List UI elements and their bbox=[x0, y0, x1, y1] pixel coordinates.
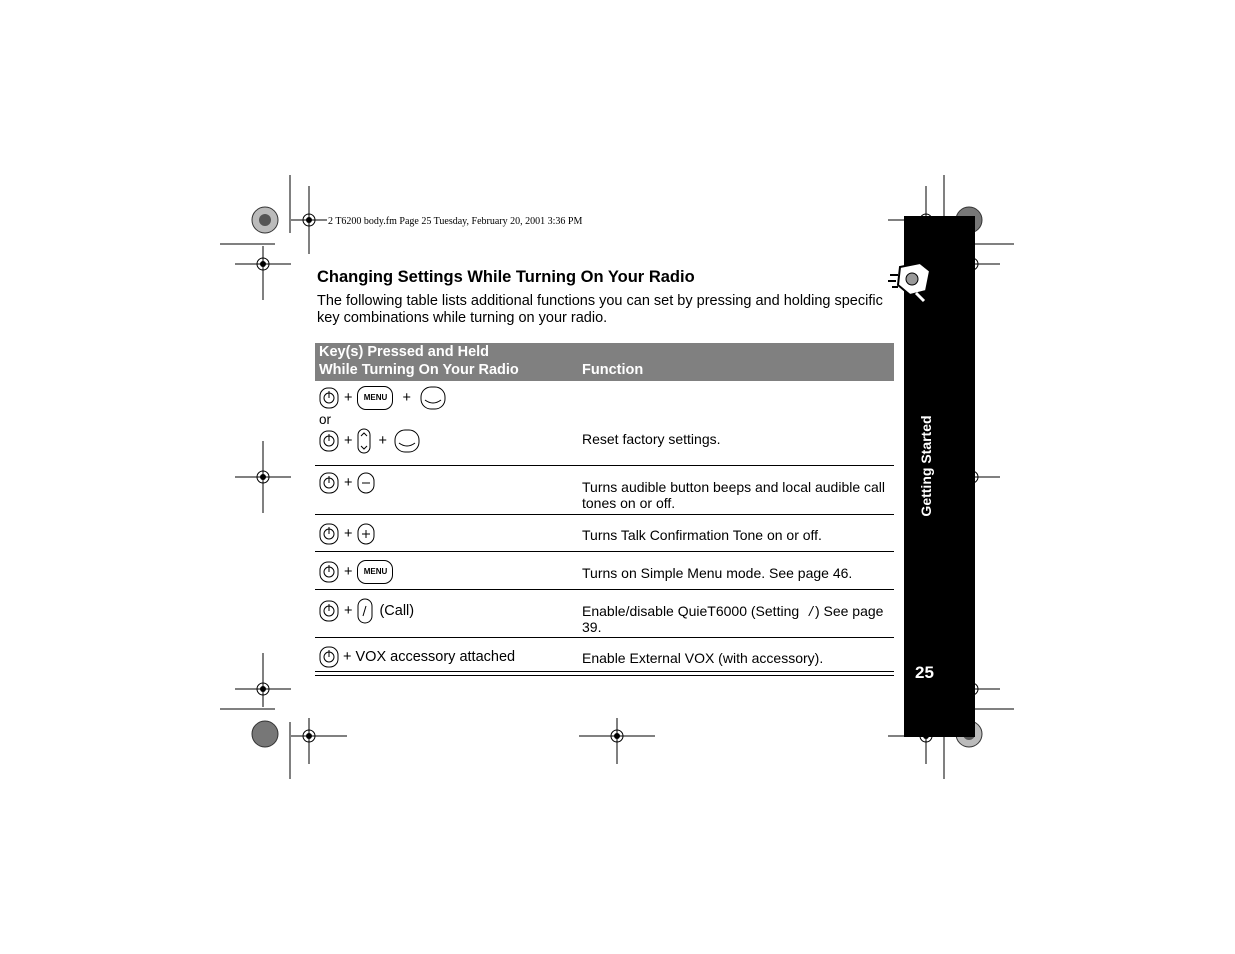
page-number: 25 bbox=[915, 663, 934, 682]
ptt-key-icon bbox=[394, 429, 420, 453]
call-key-icon bbox=[357, 598, 373, 624]
ptt-key-icon bbox=[420, 386, 446, 410]
function-text-part2: ) See page 39. bbox=[582, 603, 884, 635]
function-text: Turns audible button beeps and local audible call tones on or off. bbox=[582, 479, 886, 511]
menu-key-icon: MENU bbox=[357, 386, 393, 410]
key-combo bbox=[319, 386, 446, 410]
side-tab-label: Getting Started bbox=[918, 415, 934, 517]
print-info: 2 T6200 body.fm Page 25 Tuesday, February 20, 2001 3:36 PM bbox=[328, 216, 583, 227]
section-title: Changing Settings While Turning On Your Radio bbox=[317, 268, 695, 286]
plus-key-icon bbox=[357, 523, 375, 545]
power-key-icon bbox=[319, 646, 339, 668]
scroll-key-icon bbox=[357, 428, 371, 454]
table-row bbox=[315, 590, 894, 638]
setting-glyph: / bbox=[809, 603, 813, 619]
power-key-icon bbox=[319, 523, 339, 545]
call-label: (Call) bbox=[379, 603, 415, 619]
header-function: Function bbox=[582, 362, 644, 378]
table-row bbox=[315, 552, 894, 590]
key-combo bbox=[319, 560, 393, 584]
header-keys bbox=[319, 343, 519, 379]
table-row bbox=[315, 466, 894, 515]
plus-sign: + bbox=[344, 564, 353, 580]
minus-key-icon bbox=[357, 472, 375, 494]
plus-sign: + bbox=[344, 390, 353, 406]
function-text: Turns on Simple Menu mode. See page 46. bbox=[582, 565, 853, 581]
plus-sign: + bbox=[344, 475, 353, 491]
function-text: Turns Talk Confirmation Tone on or off. bbox=[582, 527, 822, 543]
table-row bbox=[315, 638, 894, 671]
header-keys-line2: While Turning On Your Radio bbox=[319, 362, 519, 378]
menu-key-icon: MENU bbox=[357, 560, 393, 584]
key-combo bbox=[319, 472, 375, 494]
table-header bbox=[315, 343, 894, 381]
vox-label: + VOX accessory attached bbox=[343, 649, 516, 665]
key-combo-alt bbox=[319, 428, 420, 454]
plus-sign: + bbox=[344, 603, 353, 619]
power-key-icon bbox=[319, 430, 339, 452]
function-text: Reset factory settings. bbox=[582, 431, 721, 447]
key-combo bbox=[319, 523, 375, 545]
function-text-part1: Enable/disable QuieT6000 (Setting bbox=[582, 603, 800, 619]
intro-text: The following table lists additional functions you can set by pressing and holding specific key combinations while turning on your radio. bbox=[317, 293, 883, 326]
plus-sign: + bbox=[378, 433, 387, 449]
power-key-icon bbox=[319, 561, 339, 583]
settings-table bbox=[315, 343, 894, 676]
table-row bbox=[315, 515, 894, 552]
key-combo bbox=[319, 646, 515, 668]
plus-sign: + bbox=[344, 433, 353, 449]
function-text: Enable External VOX (with accessory). bbox=[582, 650, 824, 666]
or-label: or bbox=[319, 412, 332, 427]
table-end-rule bbox=[315, 671, 894, 676]
function-text bbox=[582, 603, 892, 635]
table-row bbox=[315, 381, 894, 466]
power-key-icon bbox=[319, 472, 339, 494]
plus-sign: + bbox=[344, 526, 353, 542]
power-key-icon bbox=[319, 387, 339, 409]
plus-sign: + bbox=[402, 390, 411, 406]
power-key-icon bbox=[319, 600, 339, 622]
header-keys-line1: Key(s) Pressed and Held bbox=[319, 344, 490, 360]
key-combo bbox=[319, 598, 414, 624]
